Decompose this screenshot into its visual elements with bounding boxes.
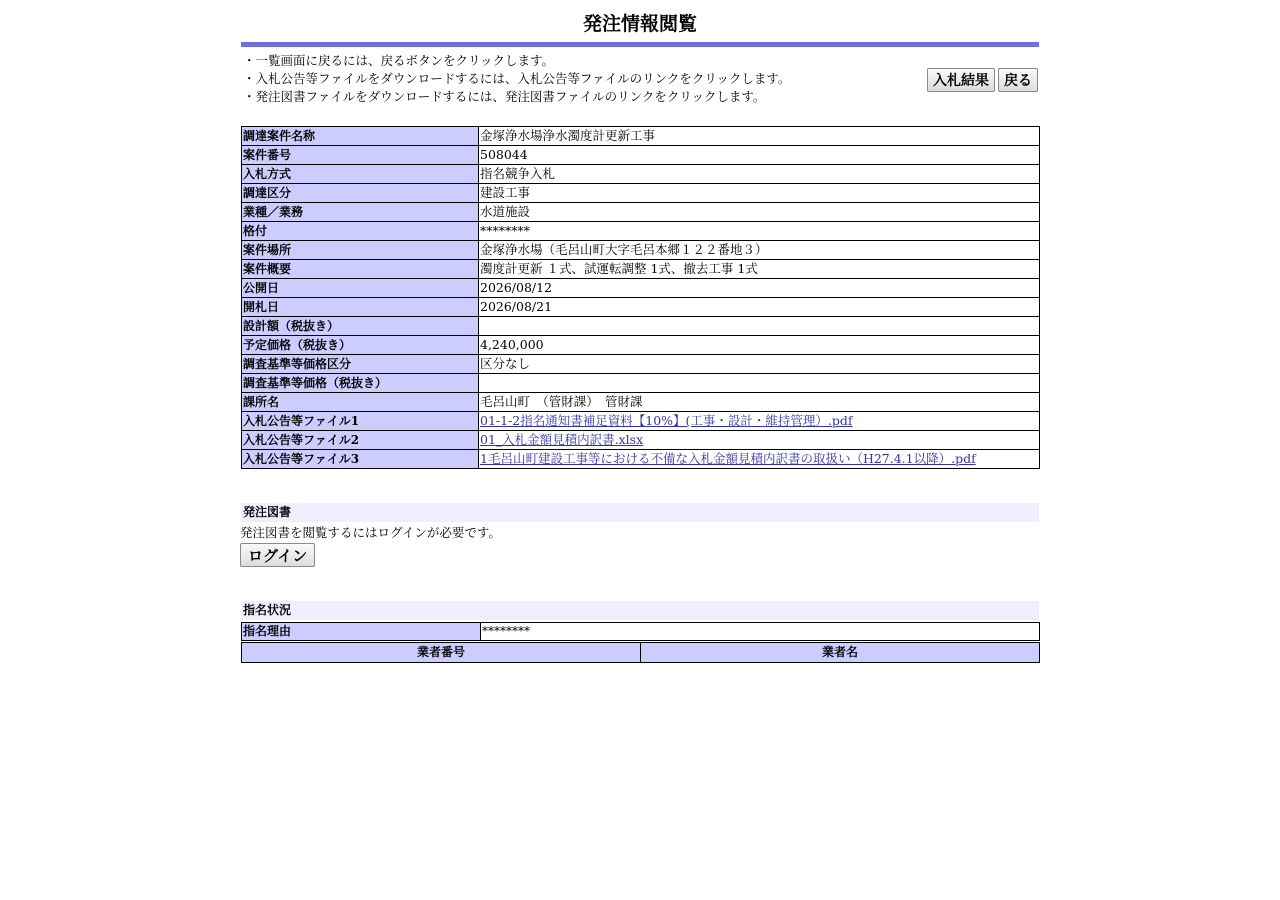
column-header-vendor-name: 業者名 <box>641 643 1040 663</box>
file-label: 入札公告等ファイル2 <box>242 431 479 450</box>
table-header-row <box>242 643 1040 663</box>
field-label: 案件場所 <box>242 241 479 260</box>
detail-table <box>241 126 1040 469</box>
file-link-2[interactable]: 01_入札金額見積内訳書.xlsx <box>480 432 644 447</box>
field-value: 水道施設 <box>479 203 1040 222</box>
field-label: 入札方式 <box>242 165 479 184</box>
field-value: 2026/08/21 <box>479 298 1040 317</box>
file-cell <box>479 431 1040 450</box>
file-link-3[interactable]: 1毛呂山町建設工事等における不備な入札金額見積内訳書の取扱い（H27.4.1以降）.pdf <box>480 451 976 466</box>
file-label: 入札公告等ファイル3 <box>242 450 479 469</box>
instruction-item: ・一覧画面に戻るには、戻るボタンをクリックします。 <box>243 53 555 68</box>
field-label: 開札日 <box>242 298 479 317</box>
field-value: 金塚浄水場浄水濁度計更新工事 <box>479 127 1040 146</box>
field-value: 金塚浄水場（毛呂山町大字毛呂本郷１２２番地３） <box>479 241 1040 260</box>
file-link-1[interactable]: 01-1-2指名通知書補足資料【10%】(工事・設計・維持管理）.pdf <box>480 413 853 428</box>
table-row <box>242 450 1040 469</box>
field-value: 2026/08/12 <box>479 279 1040 298</box>
column-header-vendor-number: 業者番号 <box>242 643 641 663</box>
field-label: 調査基準等価格区分 <box>242 355 479 374</box>
table-row <box>242 374 1040 393</box>
field-label: 格付 <box>242 222 479 241</box>
table-row <box>242 241 1040 260</box>
file-cell <box>479 450 1040 469</box>
action-buttons <box>927 68 1038 92</box>
table-row <box>242 298 1040 317</box>
field-label: 課所名 <box>242 393 479 412</box>
field-label: 設計額（税抜き） <box>242 317 479 336</box>
table-row <box>242 260 1040 279</box>
table-row <box>242 184 1040 203</box>
field-label: 案件概要 <box>242 260 479 279</box>
order-docs-heading: 発注図書 <box>241 503 1039 522</box>
field-value: 指名競争入札 <box>479 165 1040 184</box>
file-label: 入札公告等ファイル1 <box>242 412 479 431</box>
table-row <box>242 355 1040 374</box>
file-cell <box>479 412 1040 431</box>
bid-result-button[interactable]: 入札結果 <box>927 68 995 92</box>
field-value: 濁度計更新 １式、試運転調整 1式、撤去工事 1式 <box>479 260 1040 279</box>
table-row <box>242 393 1040 412</box>
page-title: 発注情報閲覧 <box>582 13 697 35</box>
field-label: 調査基準等価格（税抜き） <box>242 374 479 393</box>
field-label: 予定価格（税抜き） <box>242 336 479 355</box>
login-button[interactable]: ログイン <box>240 543 315 567</box>
instruction-item: ・発注図書ファイルをダウンロードするには、発注図書ファイルのリンクをクリックします。 <box>243 89 766 104</box>
field-value <box>479 374 1040 393</box>
field-value: 区分なし <box>479 355 1040 374</box>
table-row <box>242 431 1040 450</box>
field-label: 調達案件名称 <box>242 127 479 146</box>
table-row <box>242 146 1040 165</box>
field-label: 調達区分 <box>242 184 479 203</box>
back-button[interactable]: 戻る <box>998 68 1038 92</box>
field-value: 建設工事 <box>479 184 1040 203</box>
field-label: 公開日 <box>242 279 479 298</box>
table-row <box>242 336 1040 355</box>
table-row <box>242 203 1040 222</box>
login-required-message: 発注図書を閲覧するにはログインが必要です。 <box>240 525 501 540</box>
nomination-reason-label: 指名理由 <box>242 623 481 641</box>
table-row <box>242 127 1040 146</box>
instructions-panel <box>241 47 1039 117</box>
field-value: 毛呂山町 （管財課） 管財課 <box>479 393 1040 412</box>
page-container <box>241 0 1039 663</box>
field-value <box>479 317 1040 336</box>
field-label: 案件番号 <box>242 146 479 165</box>
table-row <box>242 222 1040 241</box>
nomination-heading: 指名状況 <box>241 601 1039 620</box>
table-row <box>242 165 1040 184</box>
table-row <box>242 317 1040 336</box>
field-value: 4,240,000 <box>479 336 1040 355</box>
instruction-item: ・入札公告等ファイルをダウンロードするには、入札公告等ファイルのリンクをクリックします。 <box>243 71 791 86</box>
field-value: 508044 <box>479 146 1040 165</box>
nomination-reason-table <box>241 622 1040 641</box>
instruction-list <box>241 47 1039 106</box>
table-row <box>242 279 1040 298</box>
detail-table-body <box>242 127 1040 469</box>
nomination-reason-value: ******** <box>481 623 1040 641</box>
table-row <box>242 623 1040 641</box>
field-label: 業種／業務 <box>242 203 479 222</box>
table-row <box>242 412 1040 431</box>
field-value: ******** <box>479 222 1040 241</box>
vendor-table <box>241 642 1040 663</box>
